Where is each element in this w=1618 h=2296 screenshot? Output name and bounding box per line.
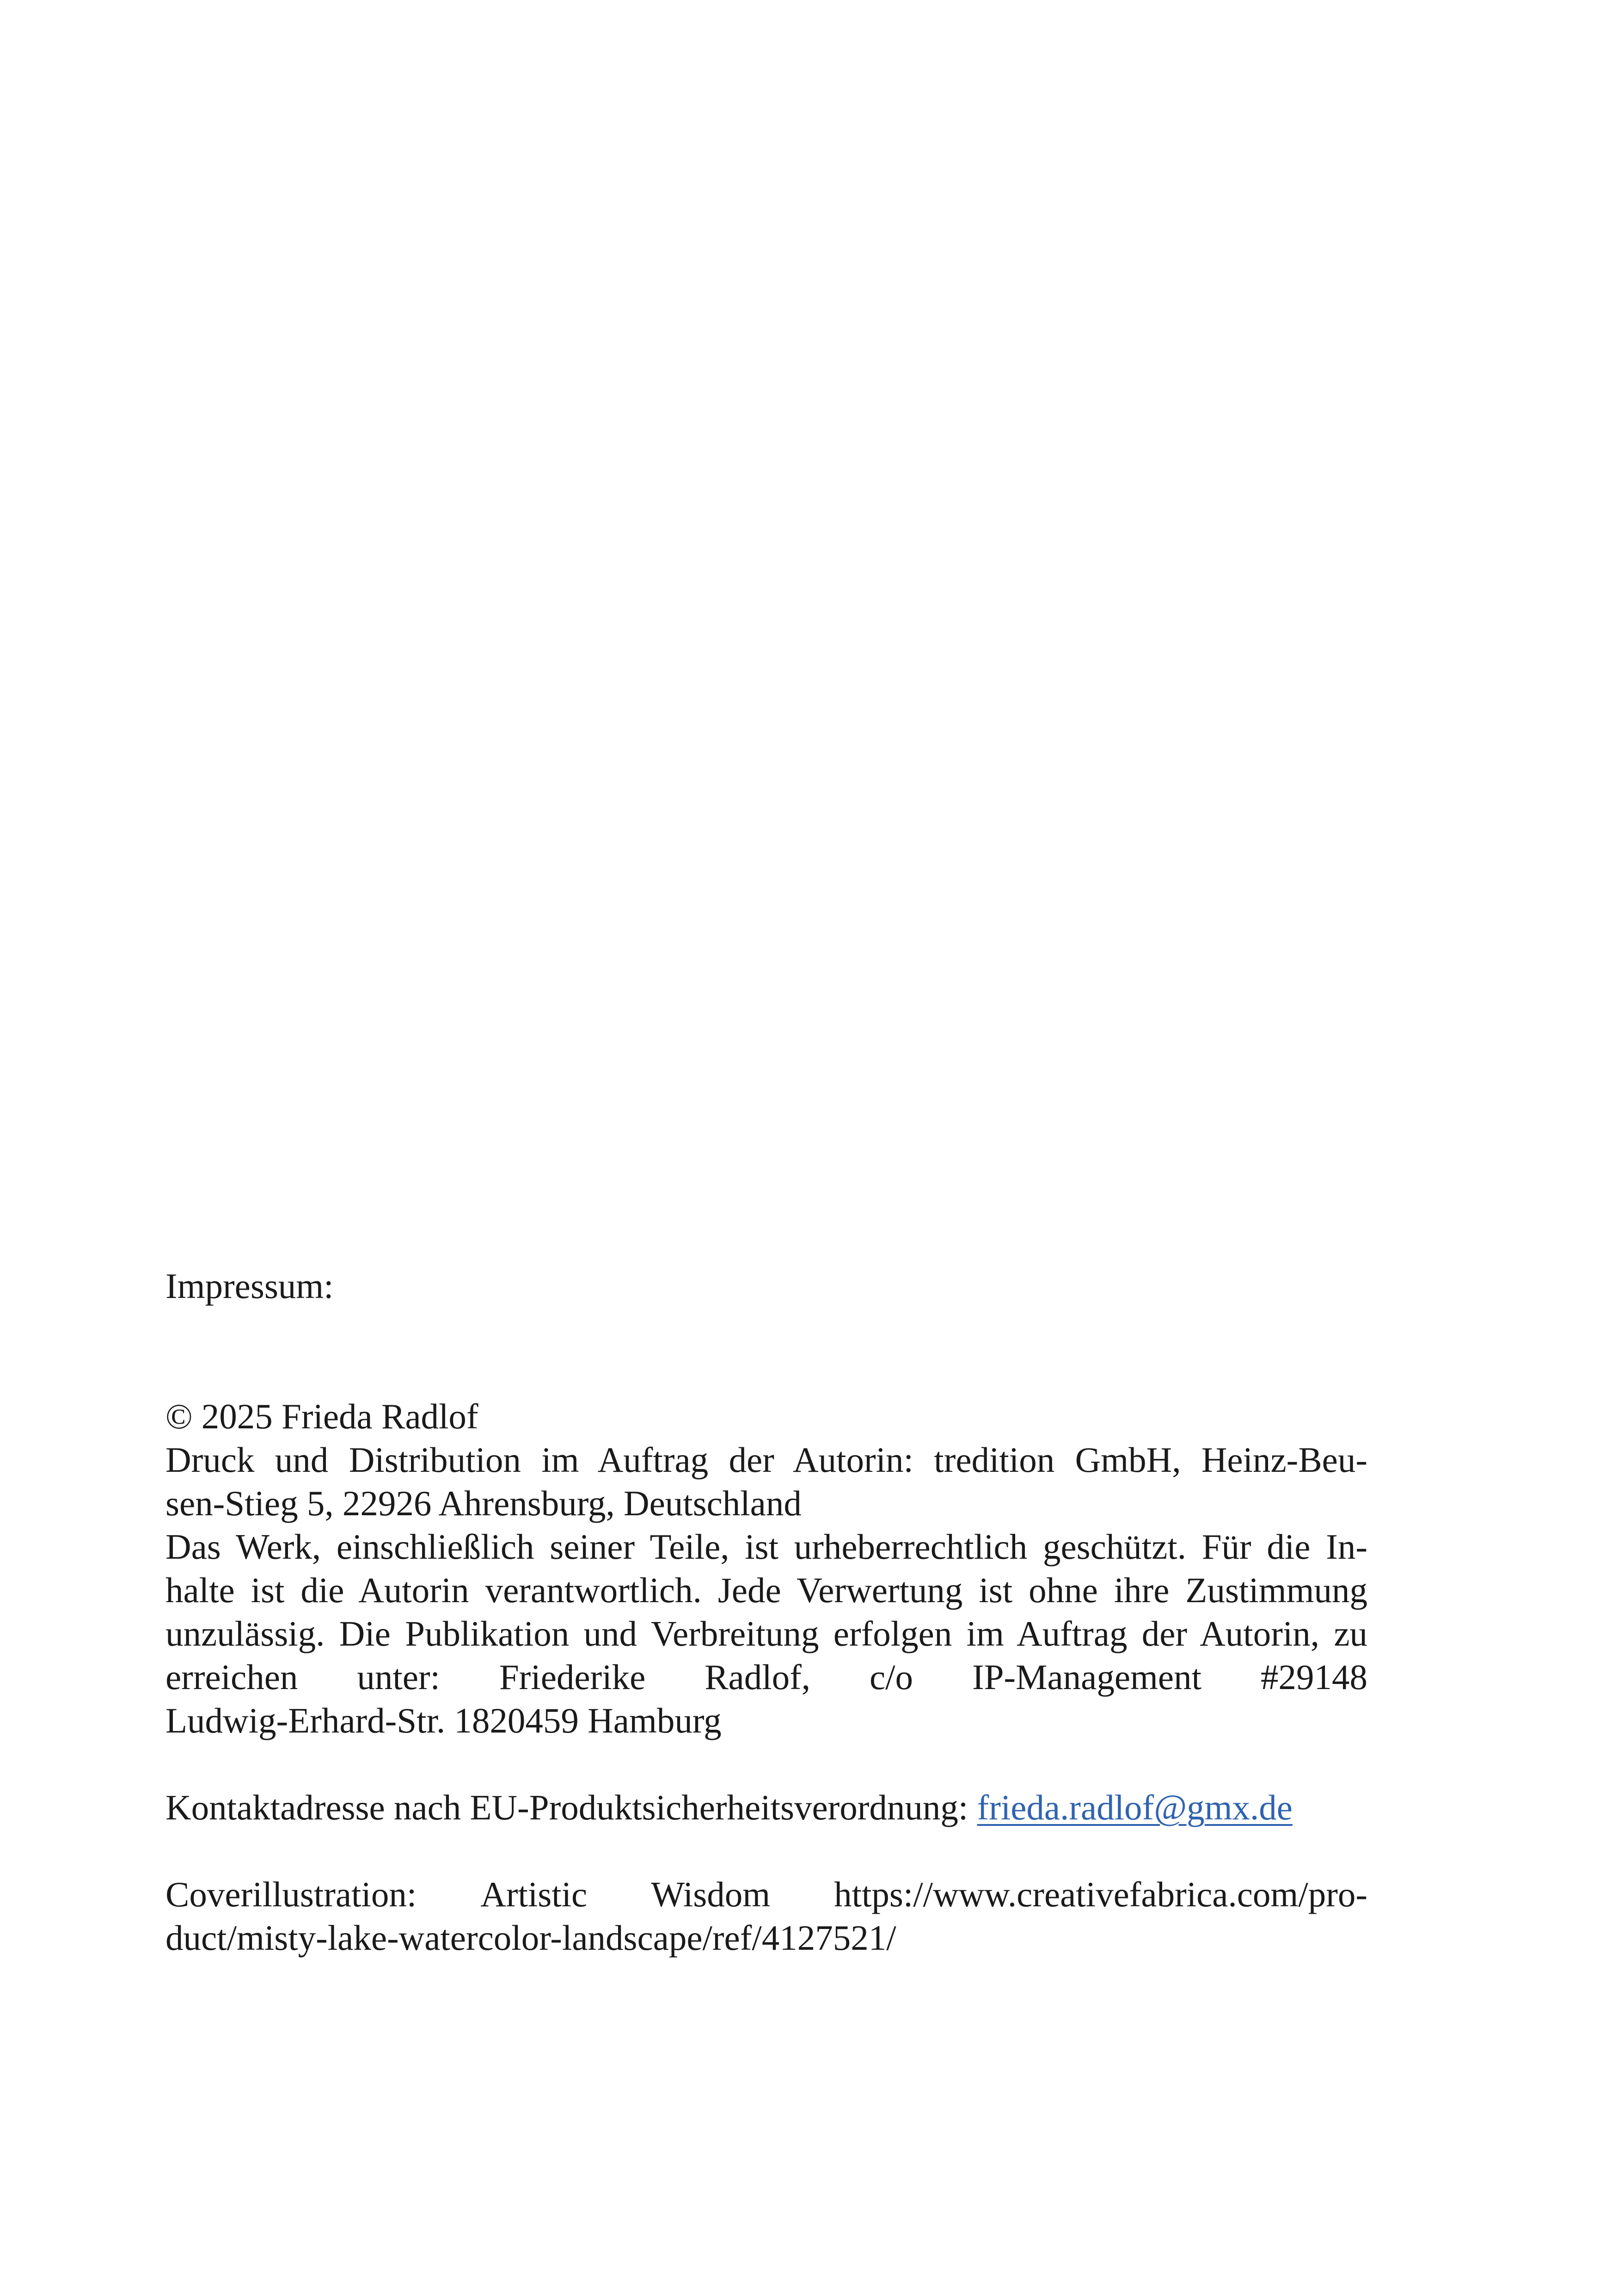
rights-line-4-word: #29148	[1260, 1657, 1367, 1697]
rights-line-2: halte ist die Autorin verantwortlich. Jede Verwertung ist ohne ihre Zustimmung	[165, 1570, 1367, 1610]
rights-line-4-word: Friederike	[499, 1657, 646, 1697]
contact-email-link[interactable]: frieda.radlof@gmx.de	[977, 1788, 1293, 1827]
cover-credit-word: Artistic	[480, 1874, 588, 1914]
rights-line-3: unzulässig. Die Publikation und Verbreitung erfolgen im Auftrag der Autorin, zu	[165, 1614, 1367, 1653]
cover-credit-line-2: duct/misty-lake-watercolor-landscape/ref/4127521/	[165, 1918, 896, 1958]
rights-line-4-word: Radlof,	[705, 1657, 811, 1697]
cover-credit-url-part: https://www.creativefabrica.com/pro-	[834, 1874, 1367, 1914]
spacer	[165, 1829, 1367, 1873]
contact-line	[165, 1786, 1367, 1829]
rights-line-1: Das Werk, einschließlich seiner Teile, ist urheberrechtlich geschützt. Für die In-	[165, 1527, 1367, 1567]
cover-credit-word: Coverillustration:	[165, 1874, 417, 1914]
copyright-notice: © 2025 Frieda Radlof	[165, 1396, 478, 1436]
print-distribution-line-2: sen-Stieg 5, 22926 Ahrensburg, Deutschland	[165, 1483, 802, 1523]
rights-line-4-word: erreichen	[165, 1657, 298, 1697]
cover-credit-word: Wisdom	[651, 1874, 771, 1914]
spacer	[165, 1308, 1367, 1395]
rights-line-5: Ludwig-Erhard-Str. 1820459 Hamburg	[165, 1701, 722, 1740]
print-distribution-line-1: Druck und Distribution im Auftrag der Autorin: tredition GmbH, Heinz-Beu-	[165, 1440, 1367, 1480]
imprint-block	[165, 1264, 1367, 1959]
rights-line-4-word: c/o	[869, 1657, 913, 1697]
contact-label: Kontaktadresse nach EU-Produktsicherheitsverordnung:	[165, 1788, 977, 1827]
rights-line-4-word: unter:	[357, 1657, 440, 1697]
spacer	[165, 1742, 1367, 1786]
rights-line-4-word: IP-Management	[972, 1657, 1202, 1697]
cover-credit-line-1	[165, 1873, 1367, 1916]
imprint-heading: Impressum:	[165, 1266, 334, 1306]
rights-line-4	[165, 1655, 1367, 1699]
